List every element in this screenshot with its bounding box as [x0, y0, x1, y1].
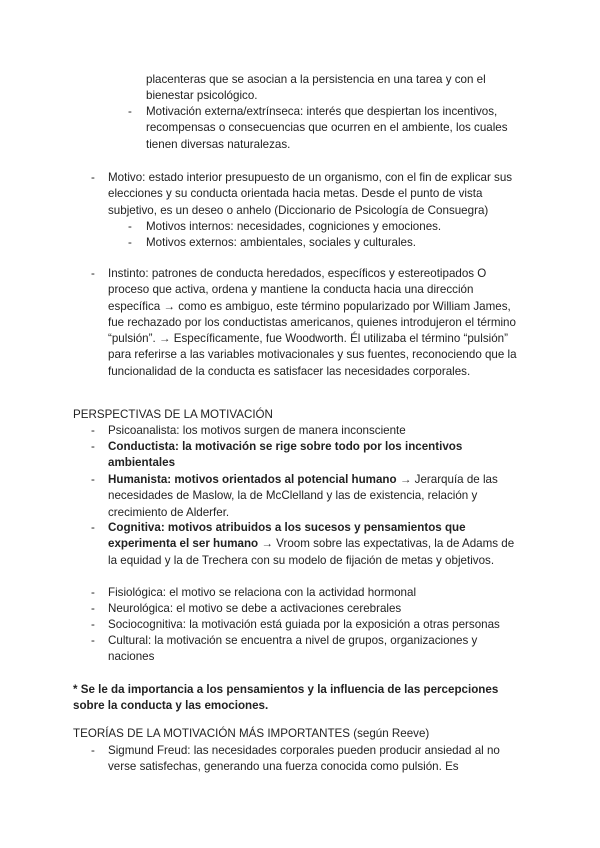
bullet-dash: - [91, 602, 95, 615]
extrinsic-motivation-text: Motivación externa/extrínseca: interés que despiertan los incentivos, recompensas o consecuencias que ocurren en el ambiente, los cuales tienen diversas naturalezas. [146, 105, 508, 151]
bullet-dash: - [91, 634, 95, 647]
perspective-item [108, 439, 480, 472]
bullet-dash: - [91, 618, 95, 631]
perspective-text: Fisiológica: el motivo se relaciona con la actividad hormonal [108, 586, 417, 599]
bullet-dash: - [91, 473, 95, 486]
bullet-dash: - [91, 744, 95, 757]
extrinsic-motivation-item [146, 104, 526, 153]
bold-note: * Se le da importancia a los pensamientos y la influencia de las percepciones sobre la conducta y las emociones. [73, 683, 499, 713]
perspectives-heading: PERSPECTIVAS DE LA MOTIVACIÓN [73, 408, 273, 421]
perspective-item [108, 520, 520, 569]
perspective-item [108, 472, 528, 521]
bullet-dash: - [91, 521, 95, 534]
motivo-sub-item: Motivos internos: necesidades, cogniciones y emociones. [146, 220, 442, 233]
perspective-bold: Conductista: la motivación se rige sobre todo por los incentivos ambientales [108, 440, 463, 470]
bullet-dash: - [128, 236, 132, 249]
instinto-text: Instinto: patrones de conducta heredados, específicos y estereotipados O proceso que activa, ordena y mantiene la conducta hacia una dirección específica → como es ambiguo, este término popularizado por William James, fue rechazado por los conductistas americanos, quienes introdujeron el término “pulsión”. → Específicamente, fue Woodworth. Él utilizaba el término “pulsión” para referirse a las variables motivacionales y sus fuentes, reconociendo que la funcionalidad de la conducta es satisfacer las necesidades corporales. [108, 267, 517, 378]
perspective-item [108, 633, 514, 666]
bullet-dash: - [91, 440, 95, 453]
theory-item: Sigmund Freud: las necesidades corporales pueden producir ansiedad al no verse satisfechas, generando una fuerza conocida como pulsión. Es [108, 744, 500, 774]
perspective-text: Sociocognitiva: la motivación está guiada por la exposición a otras personas [108, 618, 500, 631]
perspective-bold: Humanista: motivos orientados al potencial humano [108, 473, 397, 486]
perspective-text: → Jerarquía de las necesidades de Maslow, la de McClelland y las de existencia, relación y crecimiento de Alderfer. [108, 473, 498, 519]
bullet-dash: - [91, 171, 95, 184]
theories-heading-suffix: (según Reeve) [350, 727, 430, 740]
intrinsic-continuation-text: placenteras que se asocian a la persistencia en una tarea y con el bienestar psicológico. [146, 73, 486, 103]
theories-heading-title: TEORÍAS DE LA MOTIVACIÓN MÁS IMPORTANTES [73, 727, 351, 740]
bullet-dash: - [91, 586, 95, 599]
perspective-item [108, 617, 548, 633]
perspective-text: Neurológica: el motivo se debe a activaciones cerebrales [108, 602, 402, 615]
motivo-sub-item: Motivos externos: ambientales, sociales y culturales. [146, 236, 416, 249]
intrinsic-continuation [146, 72, 526, 105]
perspective-bold: Cognitiva: motivos atribuidos a los sucesos y pensamientos que experimenta el ser humano [108, 521, 466, 551]
theories-heading [73, 726, 533, 742]
perspective-text: Cultural: la motivación se encuentra a nivel de grupos, organizaciones y naciones [108, 634, 478, 664]
bullet-dash: - [91, 267, 95, 280]
motivo-item [108, 170, 518, 219]
bullet-dash: - [128, 220, 132, 233]
perspective-text: Psicoanalista: los motivos surgen de manera inconsciente [108, 424, 406, 437]
instinto-item [108, 266, 520, 380]
perspective-item [108, 423, 528, 439]
perspective-item [108, 585, 528, 601]
perspective-item [108, 601, 528, 617]
bullet-dash: - [128, 105, 132, 118]
perspective-text: → Vroom sobre las expectativas, la de Adams de la equidad y la de Trechera con su modelo de fijación de metas y objetivos. [108, 537, 515, 567]
bullet-dash: - [91, 424, 95, 437]
motivo-text: Motivo: estado interior presupuesto de un organismo, con el fin de explicar sus elecciones y su conducta orientada hacia metas. Desde el punto de vista subjetivo, es un deseo o anhelo (Diccionario de Psicología de Consuegra) [108, 171, 513, 217]
